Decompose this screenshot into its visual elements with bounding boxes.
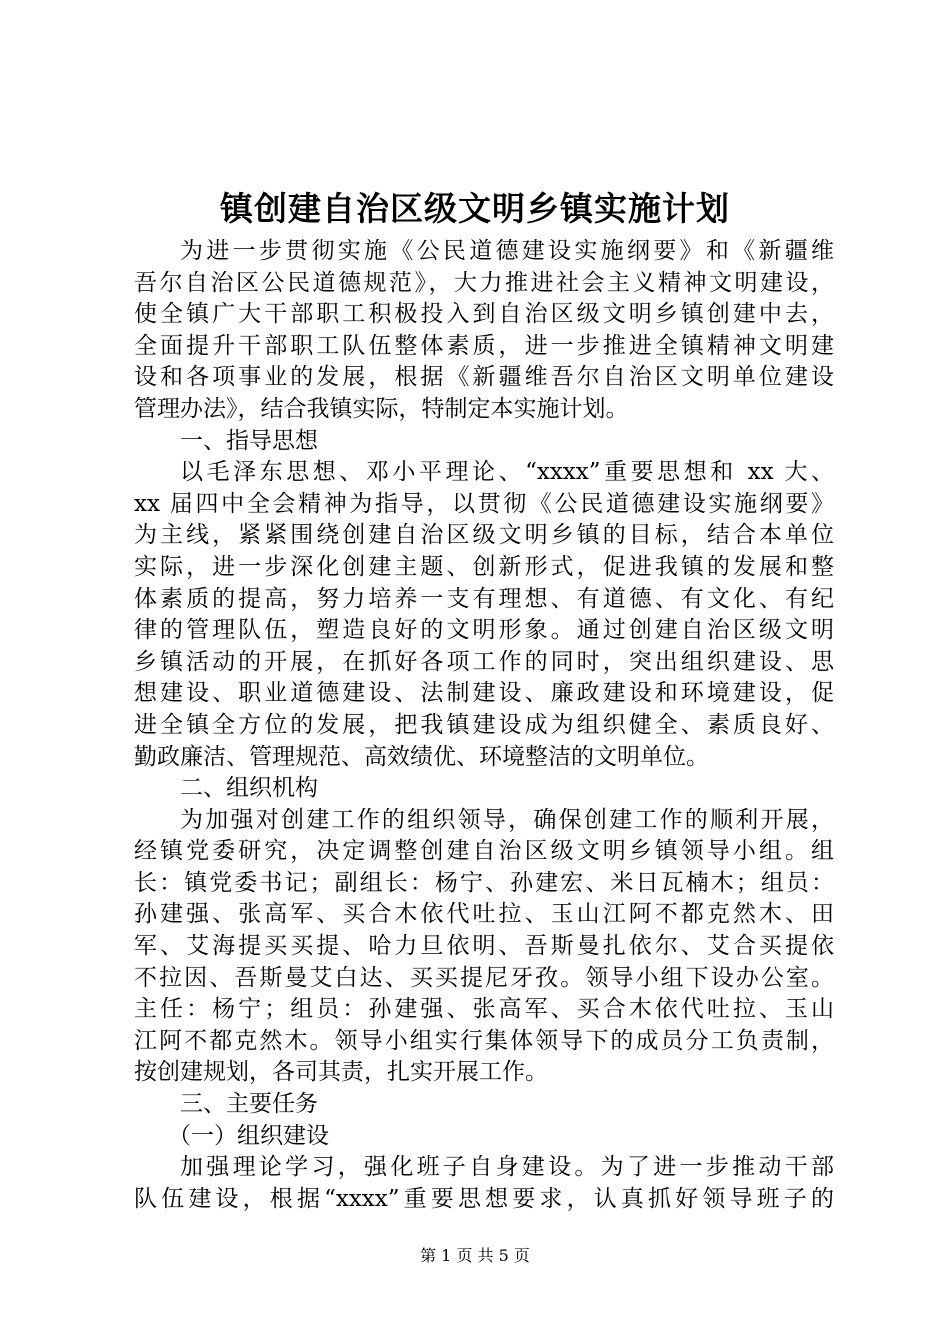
body-line: 按创建规划，各司其责，扎实开展工作。 (134, 1059, 548, 1086)
body-line: 体素质的提高，努力培养一支有理想、有道德、有文化、有纪 (134, 585, 834, 612)
section-heading: 二、组织机构 (180, 775, 318, 802)
section-heading: 一、指导思想 (180, 427, 318, 454)
body-line: 江阿不都克然木。领导小组实行集体领导下的成员分工负责制， (134, 1027, 834, 1054)
body-line: 使全镇广大干部职工积极投入到自治区级文明乡镇创建中去， (134, 301, 834, 328)
body-line: 全面提升干部职工队伍整体素质，进一步推进全镇精神文明建 (134, 332, 834, 359)
body-line: 军、艾海提买买提、哈力旦依明、吾斯曼扎依尔、艾合买提依 (134, 933, 834, 960)
body-line: 律的管理队伍，塑造良好的文明形象。通过创建自治区级文明 (134, 617, 834, 644)
body-line: 主任：杨宁；组员：孙建强、张高军、买合木依代吐拉、玉山 (134, 996, 834, 1023)
body-line: 加强理论学习，强化班子自身建设。为了进一步推动干部 (180, 1154, 834, 1181)
body-line: 乡镇活动的开展，在抓好各项工作的同时，突出组织建设、思 (134, 648, 834, 675)
body-line: 勤政廉洁、管理规范、高效绩优、环境整洁的文明单位。 (134, 743, 709, 770)
body-line: 实际，进一步深化创建主题、创新形式，促进我镇的发展和整 (134, 553, 834, 580)
body-line: 设和各项事业的发展，根据《新疆维吾尔自治区文明单位建设 (134, 364, 834, 391)
page-number-footer: 第 1 页 共 5 页 (420, 1246, 530, 1265)
body-line: 以毛泽东思想、邓小平理论、“xxxx”重要思想和 xx 大、 (180, 459, 834, 486)
body-line: 不拉因、吾斯曼艾白达、买买提尼牙孜。领导小组下设办公室。 (134, 964, 834, 991)
body-line: 孙建强、张高军、买合木依代吐拉、玉山江阿不都克然木、田 (134, 901, 834, 928)
document-title: 镇创建自治区级文明乡镇实施计划 (220, 189, 730, 228)
body-line: 长：镇党委书记；副组长：杨宁、孙建宏、米日瓦楠木；组员： (134, 869, 834, 896)
body-line: 经镇党委研究，决定调整创建自治区级文明乡镇领导小组。组 (134, 838, 834, 865)
section-heading: 三、主要任务 (180, 1091, 318, 1118)
subsection-heading: （一）组织建设 (168, 1122, 329, 1149)
body-line: 为主线，紧紧围绕创建自治区级文明乡镇的目标，结合本单位 (134, 522, 834, 549)
document-body (134, 236, 834, 1215)
body-line: 队伍建设，根据“xxxx”重要思想要求，认真抓好领导班子的 (134, 1185, 834, 1212)
body-line: 进全镇全方位的发展，把我镇建设成为组织健全、素质良好、 (134, 711, 834, 738)
body-line: 为加强对创建工作的组织领导，确保创建工作的顺利开展， (180, 806, 834, 833)
body-line: 想建设、职业道德建设、法制建设、廉政建设和环境建设，促 (134, 680, 834, 707)
body-line: xx 届四中全会精神为指导，以贯彻《公民道德建设实施纲要》 (134, 490, 834, 517)
body-line: 吾尔自治区公民道德规范》，大力推进社会主义精神文明建设， (134, 269, 834, 296)
body-line: 为进一步贯彻实施《公民道德建设实施纲要》和《新疆维 (180, 238, 834, 264)
body-line: 管理办法》，结合我镇实际，特制定本实施计划。 (134, 395, 629, 422)
